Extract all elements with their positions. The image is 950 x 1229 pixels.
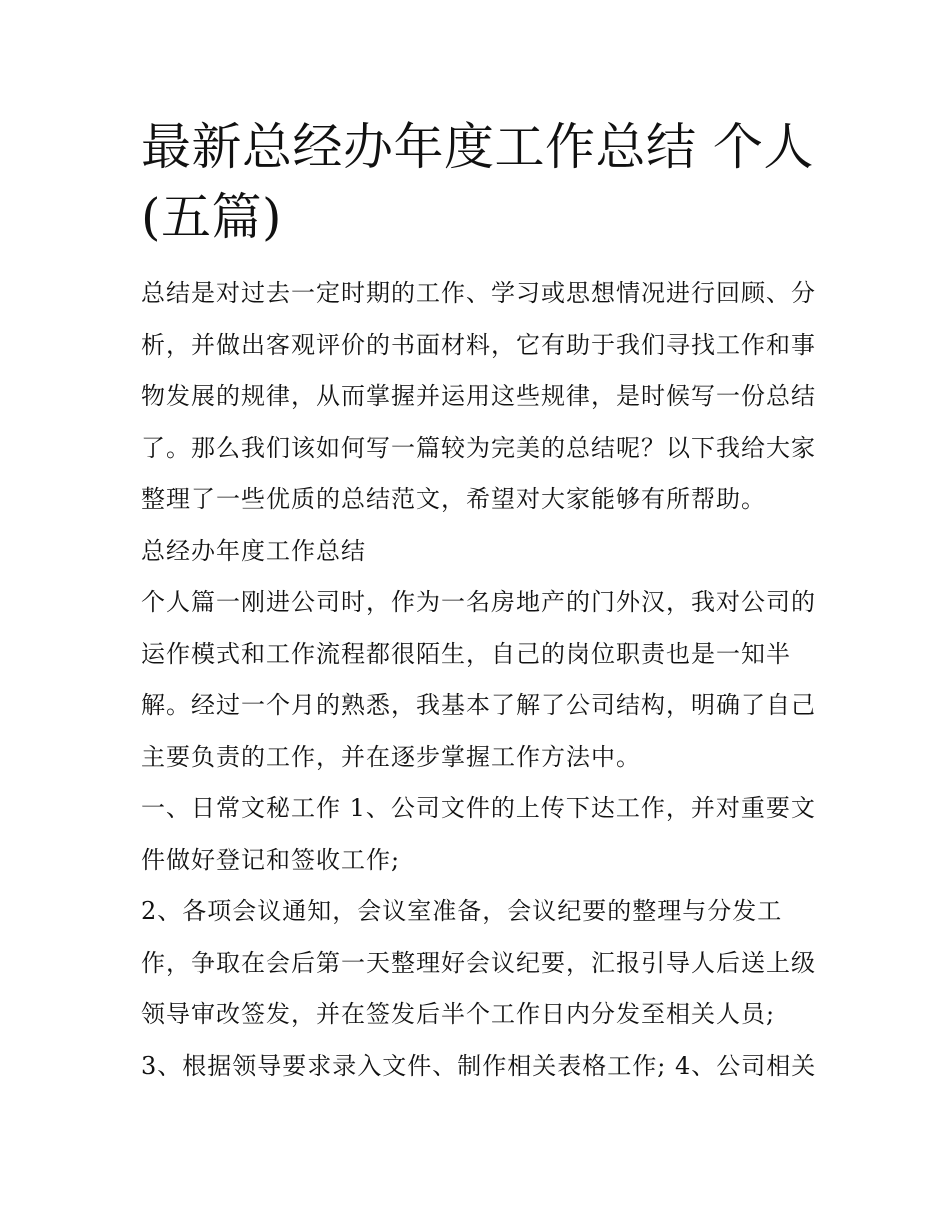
body-line: 运作模式和工作流程都很陌生，自己的岗位职责也是一知半 [141,639,791,668]
body-line: 3、根据领导要求录入文件、制作相关表格工作; 4、公司相关 [141,1051,817,1080]
body-line: 一、日常文秘工作 1、公司文件的上传下达工作，并对重要文 [141,794,816,822]
document-body [141,268,817,1092]
body-line: 析，并做出客观评价的书面材料，它有助于我们寻找工作和事 [141,330,816,359]
body-line: 整理了一些优质的总结范文，希望对大家能够有所帮助。 [141,485,766,513]
body-line: 了。那么我们该如何写一篇较为完美的总结呢？以下我给大家 [141,433,816,462]
title-line: 最新总经办年度工作总结 个人 [141,118,814,176]
body-line: 个人篇一刚进公司时，作为一名房地产的门外汉，我对公司的 [141,588,816,616]
body-line: 领导审改签发，并在签发后半个工作日内分发至相关人员; [141,1000,776,1028]
body-line: 解。经过一个月的熟悉，我基本了解了公司结构，明确了自己 [141,691,816,719]
title-line: (五篇) [141,188,283,246]
body-line: 2、各项会议通知，会议室准备，会议纪要的整理与分发工 [141,897,783,925]
document-title [141,112,813,252]
body-line: 物发展的规律，从而掌握并运用这些规律，是时候写一份总结 [141,382,816,410]
body-line: 作，争取在会后第一天整理好会议纪要，汇报引导人后送上级 [141,948,816,977]
document-page [141,112,817,1092]
body-line: 件做好登记和签收工作; [141,845,401,874]
section-heading: 总经办年度工作总结 [141,536,366,565]
body-line: 总结是对过去一定时期的工作、学习或思想情况进行回顾、分 [141,279,816,307]
body-line: 主要负责的工作，并在逐步掌握工作方法中。 [141,742,641,771]
